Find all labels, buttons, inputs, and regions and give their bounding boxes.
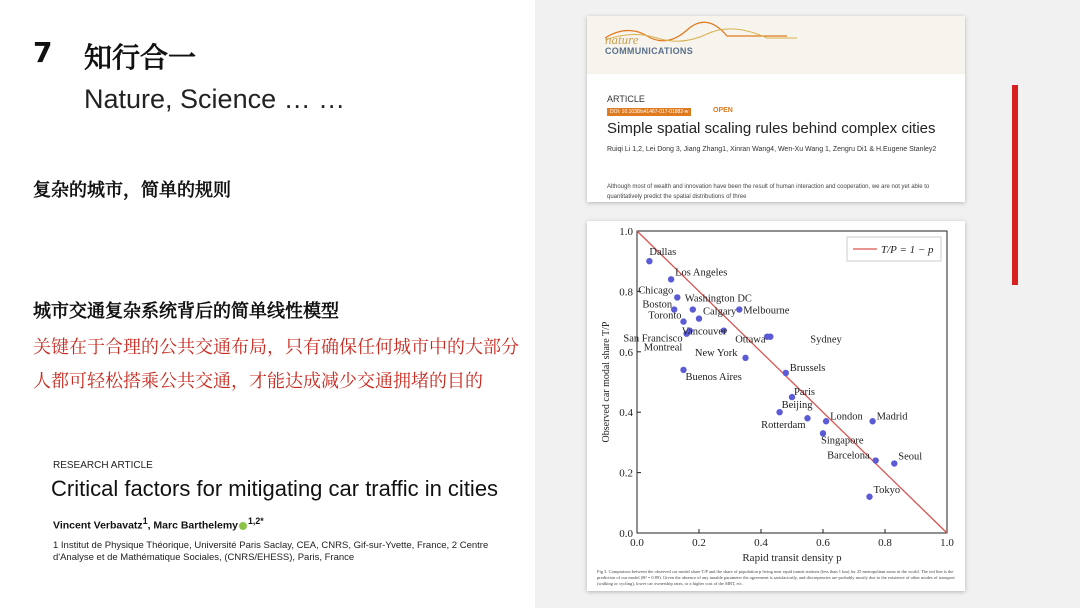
nature-communications-card bbox=[587, 16, 965, 202]
point-label: Melbourne bbox=[743, 305, 790, 317]
point-label: Washington DC bbox=[684, 293, 752, 305]
scatter-chart bbox=[587, 221, 965, 566]
data-point bbox=[690, 306, 696, 312]
x-tick-label: 1.0 bbox=[940, 537, 954, 549]
accent-bar bbox=[1012, 85, 1018, 285]
point-label: Vancouver bbox=[681, 326, 727, 338]
section-heading-linear-model: 城市交通复杂系统背后的简单线性模型 bbox=[33, 301, 339, 322]
data-point bbox=[866, 494, 872, 500]
chart-caption: Fig 3. Comparison between the observed car modal share T/P and the share of population p living near rapid transit stations (less than 1 km) for 25 metropolitan areas in the world. The red line is the prediction of our model (R² = 0.89). Given the absence of any tunable parameter the agreement is satisfactorily, and discrepancies are probably mostly due to the existence of other modes of transport (walking or cycling), lower car ownership rates, or a higher cost of the MRT, etc. bbox=[597, 569, 955, 586]
point-label: New York bbox=[694, 347, 738, 359]
data-point bbox=[646, 258, 652, 264]
data-point bbox=[873, 457, 879, 463]
x-tick-label: 0.2 bbox=[692, 537, 706, 549]
point-label: Madrid bbox=[876, 411, 908, 423]
data-point bbox=[696, 315, 702, 321]
slide-subtitle: Nature, Science … … bbox=[84, 84, 346, 114]
x-tick-label: 0.6 bbox=[816, 537, 830, 549]
author-name: Vincent Verbavatz bbox=[53, 519, 143, 532]
data-point bbox=[823, 418, 829, 424]
point-label: Buenos Aires bbox=[685, 371, 742, 383]
data-point bbox=[891, 460, 897, 466]
x-tick-label: 0.0 bbox=[630, 537, 644, 549]
point-label: Dallas bbox=[649, 247, 677, 259]
point-label: Sydney bbox=[810, 334, 842, 346]
point-label: Seoul bbox=[898, 451, 923, 463]
point-label: Toronto bbox=[648, 310, 682, 322]
y-tick-label: 0.2 bbox=[619, 467, 633, 480]
author-affil: 1 bbox=[142, 516, 148, 526]
slide-number: 7 bbox=[33, 36, 53, 69]
author-name: Marc Barthelemy bbox=[153, 519, 239, 532]
y-tick-label: 0.4 bbox=[619, 407, 633, 420]
point-label: Boston bbox=[642, 299, 673, 311]
article-affiliations: 1 Institut de Physique Théorique, Université Paris Saclay, CEA, CNRS, Gif-sur-Yvette, France, 2 Centre d'Analyse et de Mathématique Sociales, (CNRS/EHESS), Paris, France bbox=[53, 540, 489, 563]
journal-name-line1: nature bbox=[605, 32, 639, 47]
point-label: Chicago bbox=[638, 285, 674, 297]
point-label: Montreal bbox=[643, 342, 683, 354]
data-point bbox=[668, 276, 674, 282]
article-title: Critical factors for mitigating car traffic in cities bbox=[51, 476, 499, 501]
y-tick-label: 1.0 bbox=[619, 226, 633, 238]
point-label: Brussels bbox=[789, 362, 826, 374]
y-tick-label: 0.8 bbox=[619, 286, 633, 299]
point-label: Ottawa bbox=[735, 334, 766, 346]
corresponding-mark: * bbox=[260, 516, 264, 526]
scatter-chart-card bbox=[587, 221, 965, 591]
open-access-label: OPEN bbox=[713, 107, 733, 114]
key-point-text: 关键在于合理的公共交通布局，只有确保任何城市中的大部分人都可轻松搭乘公共交通，才能达成减少交通拥堵的目的 bbox=[33, 337, 519, 392]
point-label: Los Angeles bbox=[675, 267, 728, 279]
research-article-card bbox=[43, 452, 518, 570]
legend-label: T/P = 1 − p bbox=[881, 244, 934, 256]
data-point bbox=[674, 294, 680, 300]
point-label: San Francisco bbox=[623, 333, 683, 345]
article-type: ARTICLE bbox=[607, 94, 645, 104]
journal-name-line2: COMMUNICATIONS bbox=[605, 46, 694, 56]
journal-header bbox=[587, 16, 965, 74]
x-axis-label: Rapid transit density p bbox=[742, 552, 842, 564]
doi-badge: DOI: 10.1038/s41467-017-01882-w bbox=[607, 108, 691, 116]
paper-authors: Ruiqi Li 1,2, Lei Dong 3, Jiang Zhang1, Xinran Wang4, Wen-Xu Wang 1, Zengru Di1 & H.Eugene Stanley2 bbox=[607, 146, 937, 153]
author-affil: 1,2 bbox=[248, 516, 261, 526]
x-tick-label: 0.8 bbox=[878, 537, 892, 549]
data-point bbox=[783, 370, 789, 376]
point-label: Barcelona bbox=[827, 450, 870, 462]
data-point bbox=[736, 306, 742, 312]
article-authors: Vincent Verbavatz$^1$, Marc Barthelemy $^{1,2*}$ bbox=[53, 516, 264, 532]
data-point bbox=[869, 418, 875, 424]
y-axis-label: Observed car modal share T/P bbox=[601, 321, 612, 443]
orcid-icon bbox=[239, 522, 247, 530]
data-point bbox=[767, 334, 773, 340]
paper-abstract: Although most of wealth and innovation have been the result of human interaction and cooperation, we are not yet able to quantitatively predict the spatial distributions of three bbox=[607, 184, 930, 200]
data-point bbox=[742, 355, 748, 361]
y-tick-label: 0.0 bbox=[619, 528, 633, 540]
point-label: Tokyo bbox=[873, 484, 901, 496]
point-label: Beijing bbox=[781, 400, 813, 412]
point-label: Singapore bbox=[821, 435, 864, 447]
point-label: Rotterdam bbox=[761, 420, 806, 432]
x-tick-label: 0.4 bbox=[754, 537, 768, 549]
point-label: Paris bbox=[794, 387, 815, 399]
section-heading-complex-cities: 复杂的城市，简单的规则 bbox=[33, 180, 231, 201]
journal-wave-logo-icon bbox=[587, 16, 965, 74]
y-tick-label: 0.6 bbox=[619, 346, 633, 359]
article-label: RESEARCH ARTICLE bbox=[53, 460, 153, 471]
point-label: London bbox=[830, 411, 863, 423]
point-label: Calgary bbox=[703, 306, 737, 318]
slide-title: 知行合一 bbox=[84, 41, 197, 74]
paper-title: Simple spatial scaling rules behind complex cities bbox=[607, 120, 936, 137]
